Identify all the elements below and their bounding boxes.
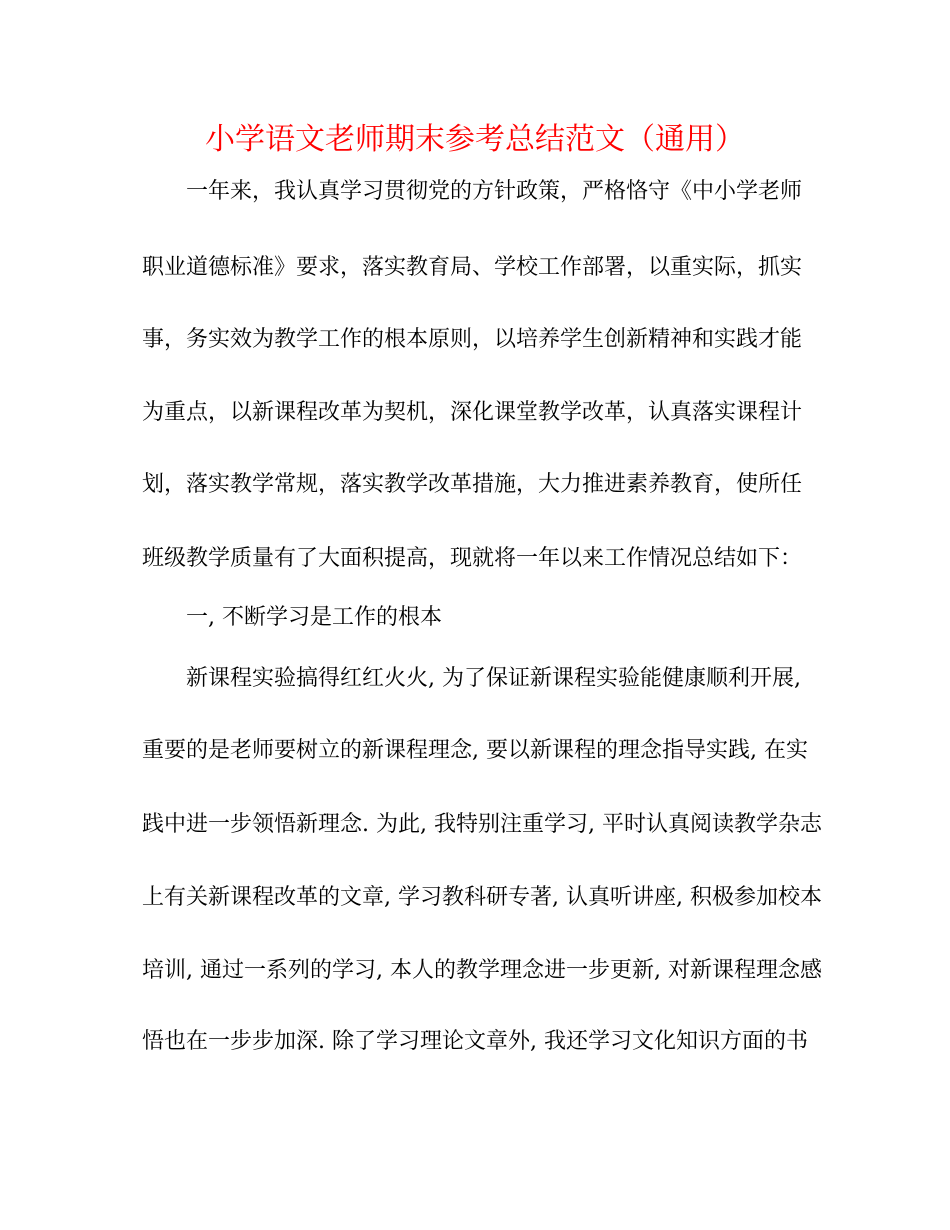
- paragraph-line: 一年来，我认真学习贯彻党的方针政策，严格恪守《中小学老师: [186, 179, 803, 204]
- paragraph-line: 重要的是老师要树立的新课程理念, 要以新课程的理念指导实践, 在实: [142, 738, 808, 763]
- paragraph-line: 职业道德标准》要求，落实教育局、学校工作部署，以重实际，抓实: [142, 255, 803, 280]
- section-heading: 一, 不断学习是工作的根本: [186, 605, 442, 630]
- paragraph-line: 班级教学质量有了大面积提高，现就将一年以来工作情况总结如下：: [142, 546, 803, 571]
- paragraph-line: 划，落实教学常规，落实教学改革措施，大力推进素养教育，使所任: [142, 472, 803, 497]
- document-title: 小学语文老师期末参考总结范文（通用）: [205, 122, 745, 157]
- paragraph-line: 悟也在一步步加深. 除了学习理论文章外, 我还学习文化知识方面的书: [142, 1029, 808, 1054]
- paragraph-line: 上有关新课程改革的文章, 学习教科研专著, 认真听讲座, 积极参加校本: [142, 885, 822, 910]
- paragraph-line: 践中进一步领悟新理念. 为此, 我特别注重学习, 平时认真阅读教学杂志: [142, 812, 822, 837]
- paragraph-line: 事，务实效为教学工作的根本原则，以培养学生创新精神和实践才能: [142, 327, 803, 352]
- paragraph-line: 培训, 通过一系列的学习, 本人的教学理念进一步更新, 对新课程理念感: [142, 958, 822, 983]
- paragraph-line: 为重点，以新课程改革为契机，深化课堂教学改革，认真落实课程计: [142, 400, 803, 425]
- paragraph-line: 新课程实验搞得红红火火, 为了保证新课程实验能健康顺利开展,: [186, 666, 801, 691]
